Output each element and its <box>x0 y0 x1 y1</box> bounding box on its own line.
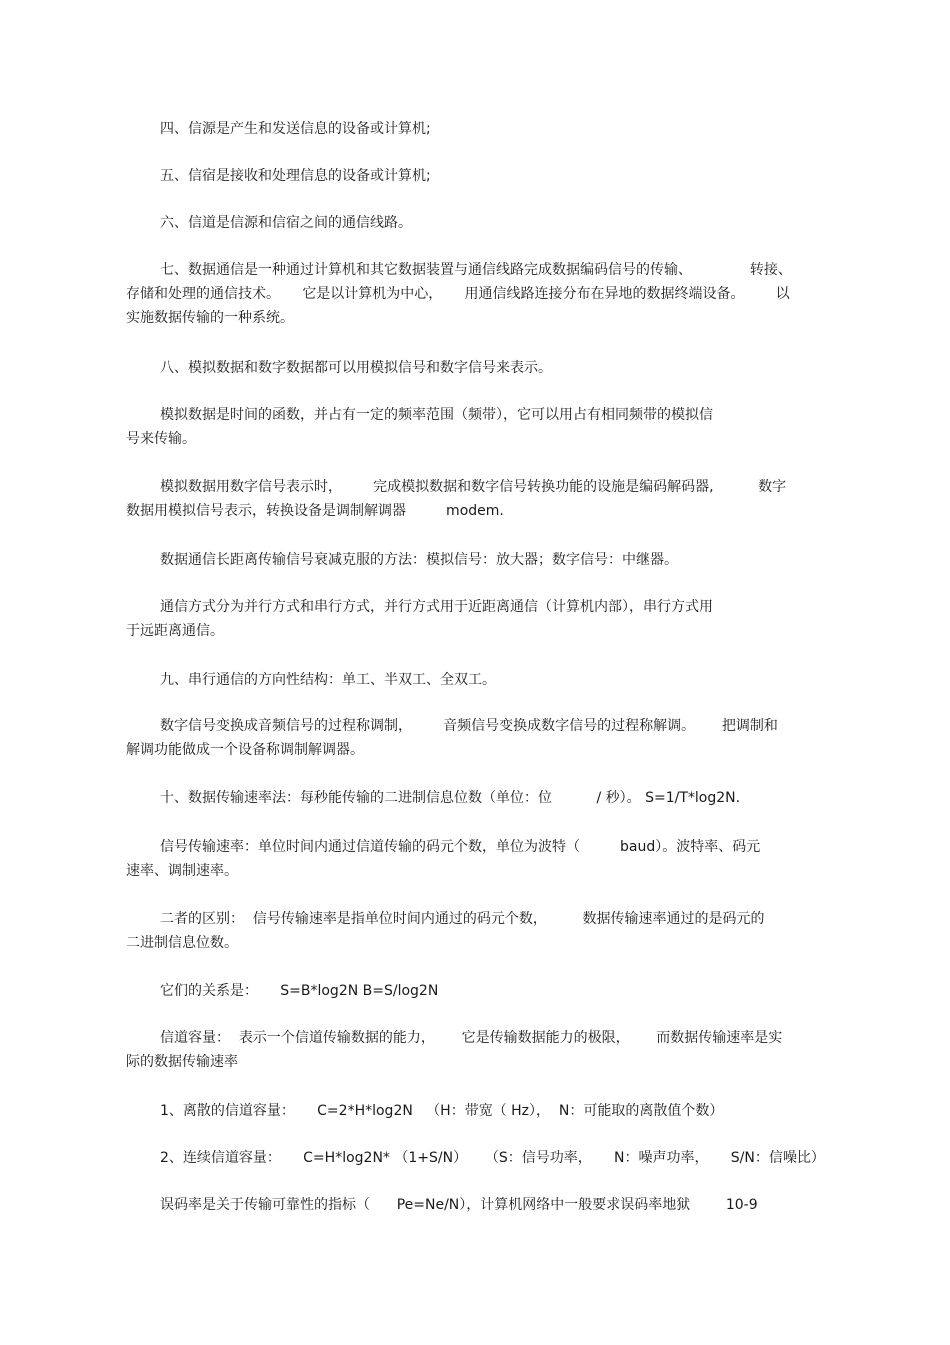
text-line: 八、模拟数据和数字数据都可以用模拟信号和数字信号来表示。 <box>160 360 552 376</box>
text-line: 解调功能做成一个设备称调制解调器。 <box>126 742 364 758</box>
paragraph-2 <box>126 164 826 188</box>
text-line: 二者的区别： 信号传输速率是指单位时间内通过的码元个数， 数据传输速率通过的是码元的 <box>160 911 765 927</box>
text-line: 数字信号变换成音频信号的过程称调制， 音频信号变换成数字信号的过程称解调。 把调制和 <box>160 718 778 734</box>
text-line: 九、串行通信的方向性结构：单工、半双工、全双工。 <box>160 672 496 688</box>
text-line: 号来传输。 <box>126 431 196 447</box>
text-line: 2、连续信道容量： C=H*log2N* （1+S/N） （S：信号功率， N：噪声功率， S/N：信噪比） <box>160 1150 825 1166</box>
text-line: 误码率是关于传输可靠性的指标（ Pe=Ne/N），计算机网络中一般要求误码率地狱 10-9 <box>160 1197 758 1213</box>
text-line: 十、数据传输速率法：每秒能传输的二进制信息位数（单位：位 / 秒）。 S=1/T*log2N. <box>160 790 741 806</box>
paragraph-12 <box>126 786 826 810</box>
paragraph-7 <box>126 475 826 523</box>
paragraph-14 <box>126 907 826 955</box>
paragraph-6 <box>126 403 826 451</box>
text-line: 通信方式分为并行方式和串行方式，并行方式用于近距离通信（计算机内部），串行方式用 <box>160 599 713 615</box>
text-line: 实施数据传输的一种系统。 <box>126 310 294 326</box>
paragraph-3 <box>126 211 826 235</box>
paragraph-5 <box>126 356 826 380</box>
text-line: 五、信宿是接收和处理信息的设备或计算机; <box>160 168 431 184</box>
paragraph-16 <box>126 1026 826 1074</box>
text-line: 二进制信息位数。 <box>126 935 238 951</box>
paragraph-9 <box>126 595 826 643</box>
text-line: 存储和处理的通信技术。 它是以计算机为中心， 用通信线路连接分布在异地的数据终端设备。 以 <box>126 286 790 302</box>
text-line: 数据用模拟信号表示，转换设备是调制解调器 modem. <box>126 503 504 519</box>
text-line: 它们的关系是： S=B*log2N B=S/log2N <box>160 983 439 999</box>
text-line: 速率、调制速率。 <box>126 863 238 879</box>
text-line: 四、信源是产生和发送信息的设备或计算机; <box>160 121 431 137</box>
paragraph-13 <box>126 835 826 883</box>
text-line: 六、信道是信源和信宿之间的通信线路。 <box>160 215 412 231</box>
text-line: 信号传输速率：单位时间内通过信道传输的码元个数，单位为波特（ baud）。波特率、码元 <box>160 839 761 855</box>
paragraph-11 <box>126 714 826 762</box>
text-line: 模拟数据用数字信号表示时， 完成模拟数据和数字信号转换功能的设施是编码解码器, 数字 <box>160 479 787 495</box>
text-line: 七、数据通信是一种通过计算机和其它数据装置与通信线路完成数据编码信号的传输、 转接、 <box>160 262 792 278</box>
paragraph-4 <box>126 258 826 330</box>
text-line: 数据通信长距离传输信号衰减克服的方法：模拟信号：放大器；数字信号：中继器。 <box>160 552 678 568</box>
text-line: 际的数据传输速率 <box>126 1054 238 1070</box>
paragraph-1 <box>126 117 826 141</box>
paragraph-18 <box>126 1146 826 1170</box>
text-line: 1、离散的信道容量： C=2*H*log2N （H：带宽（ Hz）， N：可能取的离散值个数） <box>160 1103 724 1119</box>
paragraph-15 <box>126 979 826 1003</box>
text-line: 信道容量： 表示一个信道传输数据的能力， 它是传输数据能力的极限， 而数据传输速率是实 <box>160 1030 783 1046</box>
paragraph-8 <box>126 548 826 572</box>
text-line: 于远距离通信。 <box>126 623 224 639</box>
paragraph-19 <box>126 1193 826 1217</box>
text-line: 模拟数据是时间的函数，并占有一定的频率范围（频带），它可以用占有相同频带的模拟信 <box>160 407 713 423</box>
paragraph-17 <box>126 1099 826 1123</box>
paragraph-10 <box>126 668 826 692</box>
